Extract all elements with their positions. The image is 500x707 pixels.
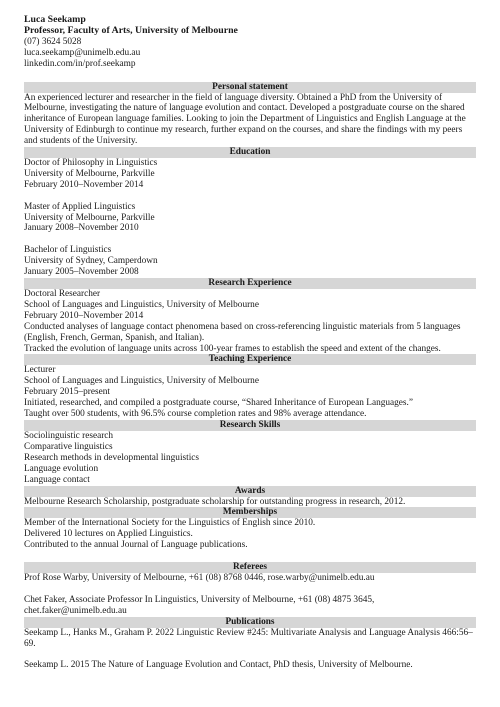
- email-address: luca.seekamp@unimelb.edu.au: [24, 47, 141, 58]
- skill-item: Sociolinguistic research: [24, 430, 114, 441]
- degree: Doctor of Philosophy in Linguistics: [24, 158, 158, 169]
- dates: January 2008–November 2010: [24, 223, 139, 234]
- job-role: Doctoral Researcher: [24, 289, 101, 299]
- education-section: [24, 147, 476, 278]
- referee-item: Prof Rose Warby, University of Melbourne, +61 (08) 8768 0446, rose.warby@unimelb.edu.au: [24, 573, 375, 584]
- skill-item: Language contact: [24, 474, 90, 485]
- teaching-experience-section: [24, 354, 476, 420]
- section-heading: Memberships: [24, 507, 476, 518]
- membership-item: Delivered 10 lectures on Applied Linguistics.: [24, 529, 193, 540]
- section-heading: Education: [24, 147, 476, 158]
- job-dates: February 2015–present: [24, 387, 110, 398]
- dates: January 2005–November 2008: [24, 267, 139, 278]
- section-heading: Personal statement: [24, 82, 476, 93]
- school: University of Melbourne, Parkville: [24, 168, 155, 179]
- section-heading: Publications: [24, 617, 476, 628]
- dates: February 2010–November 2014: [24, 179, 144, 190]
- linkedin-url: linkedin.com/in/prof.seekamp: [24, 58, 136, 69]
- job-description: Tracked the evolution of language units across 100-year frames to establish the speed and extent of the changes.: [24, 343, 441, 354]
- job-dates: February 2010–November 2014: [24, 310, 144, 321]
- education-entry: [24, 245, 476, 278]
- section-heading: Research Experience: [24, 278, 476, 289]
- membership-item: Contributed to the annual Journal of Language publications.: [24, 540, 248, 551]
- skill-item: Comparative linguistics: [24, 441, 113, 452]
- publications-section: [24, 617, 476, 672]
- skill-item: Language evolution: [24, 463, 99, 474]
- membership-item: Member of the International Society for the Linguistics of English since 2010.: [24, 518, 316, 529]
- contact-block: [24, 15, 476, 70]
- awards-section: [24, 486, 476, 508]
- degree: Bachelor of Linguistics: [24, 245, 112, 256]
- job-organization: School of Languages and Linguistics, University of Melbourne: [24, 299, 259, 310]
- personal-statement-section: [24, 82, 476, 148]
- memberships-section: [24, 507, 476, 551]
- phone-number: (07) 3624 5028: [24, 36, 82, 47]
- degree: Master of Applied Linguistics: [24, 201, 136, 212]
- research-experience-section: [24, 278, 476, 354]
- job-description: Initiated, researched, and compiled a postgraduate course, “Shared Inheritance of European Languages.”: [24, 398, 414, 409]
- job-role: Lecturer: [24, 365, 56, 376]
- skill-item: Research methods in developmental linguistics: [24, 452, 200, 463]
- section-heading: Awards: [24, 486, 476, 497]
- referees-section: [24, 562, 476, 617]
- section-heading: Referees: [24, 562, 476, 573]
- education-entry: [24, 158, 476, 191]
- person-title: Professor, Faculty of Arts, University of Melbourne: [24, 24, 238, 36]
- job-organization: School of Languages and Linguistics, University of Melbourne: [24, 376, 259, 387]
- research-skills-section: [24, 420, 476, 486]
- publication-item: Seekamp L. 2015 The Nature of Language Evolution and Contact, PhD thesis, University of Melbourne.: [24, 660, 413, 671]
- job-description: Taught over 500 students, with 96.5% course completion rates and 98% average attendance.: [24, 409, 367, 420]
- education-entry: [24, 202, 476, 235]
- personal-statement-text: An experienced lecturer and researcher in the field of language diversity. Obtained a PhD from the University of Melbourne, investigating the nature of language evolution and contact. Developed a postgraduate course on the shared inheritance of European language families. Looking to join the Department of Linguistics and English Language at the University of Edinburgh to continue my research, further expand on the courses, and share the findings with my peers and students of the University.: [24, 92, 466, 147]
- school: University of Sydney, Camperdown: [24, 256, 158, 267]
- publication-item: Seekamp L., Hanks M., Graham P. 2022 Linguistic Review #245: Multivariate Analysis and Language Analysis 466:56–69.: [24, 627, 473, 649]
- school: University of Melbourne, Parkville: [24, 212, 155, 223]
- award-item: Melbourne Research Scholarship, postgraduate scholarship for outstanding progress in research, 2012.: [24, 496, 406, 507]
- section-heading: Teaching Experience: [24, 354, 476, 365]
- person-name: Luca Seekamp: [24, 14, 86, 25]
- section-heading: Research Skills: [24, 420, 476, 431]
- referee-item: Chet Faker, Associate Professor In Linguistics, University of Melbourne, +61 (08) 4875 3645, chet.faker@unimelb.edu.au: [24, 594, 375, 616]
- resume-page: [24, 15, 476, 671]
- job-description: Conducted analyses of language contact phenomena based on cross-referencing linguistic materials from 5 languages (English, French, German, Spanish, and Italian).: [24, 321, 461, 343]
